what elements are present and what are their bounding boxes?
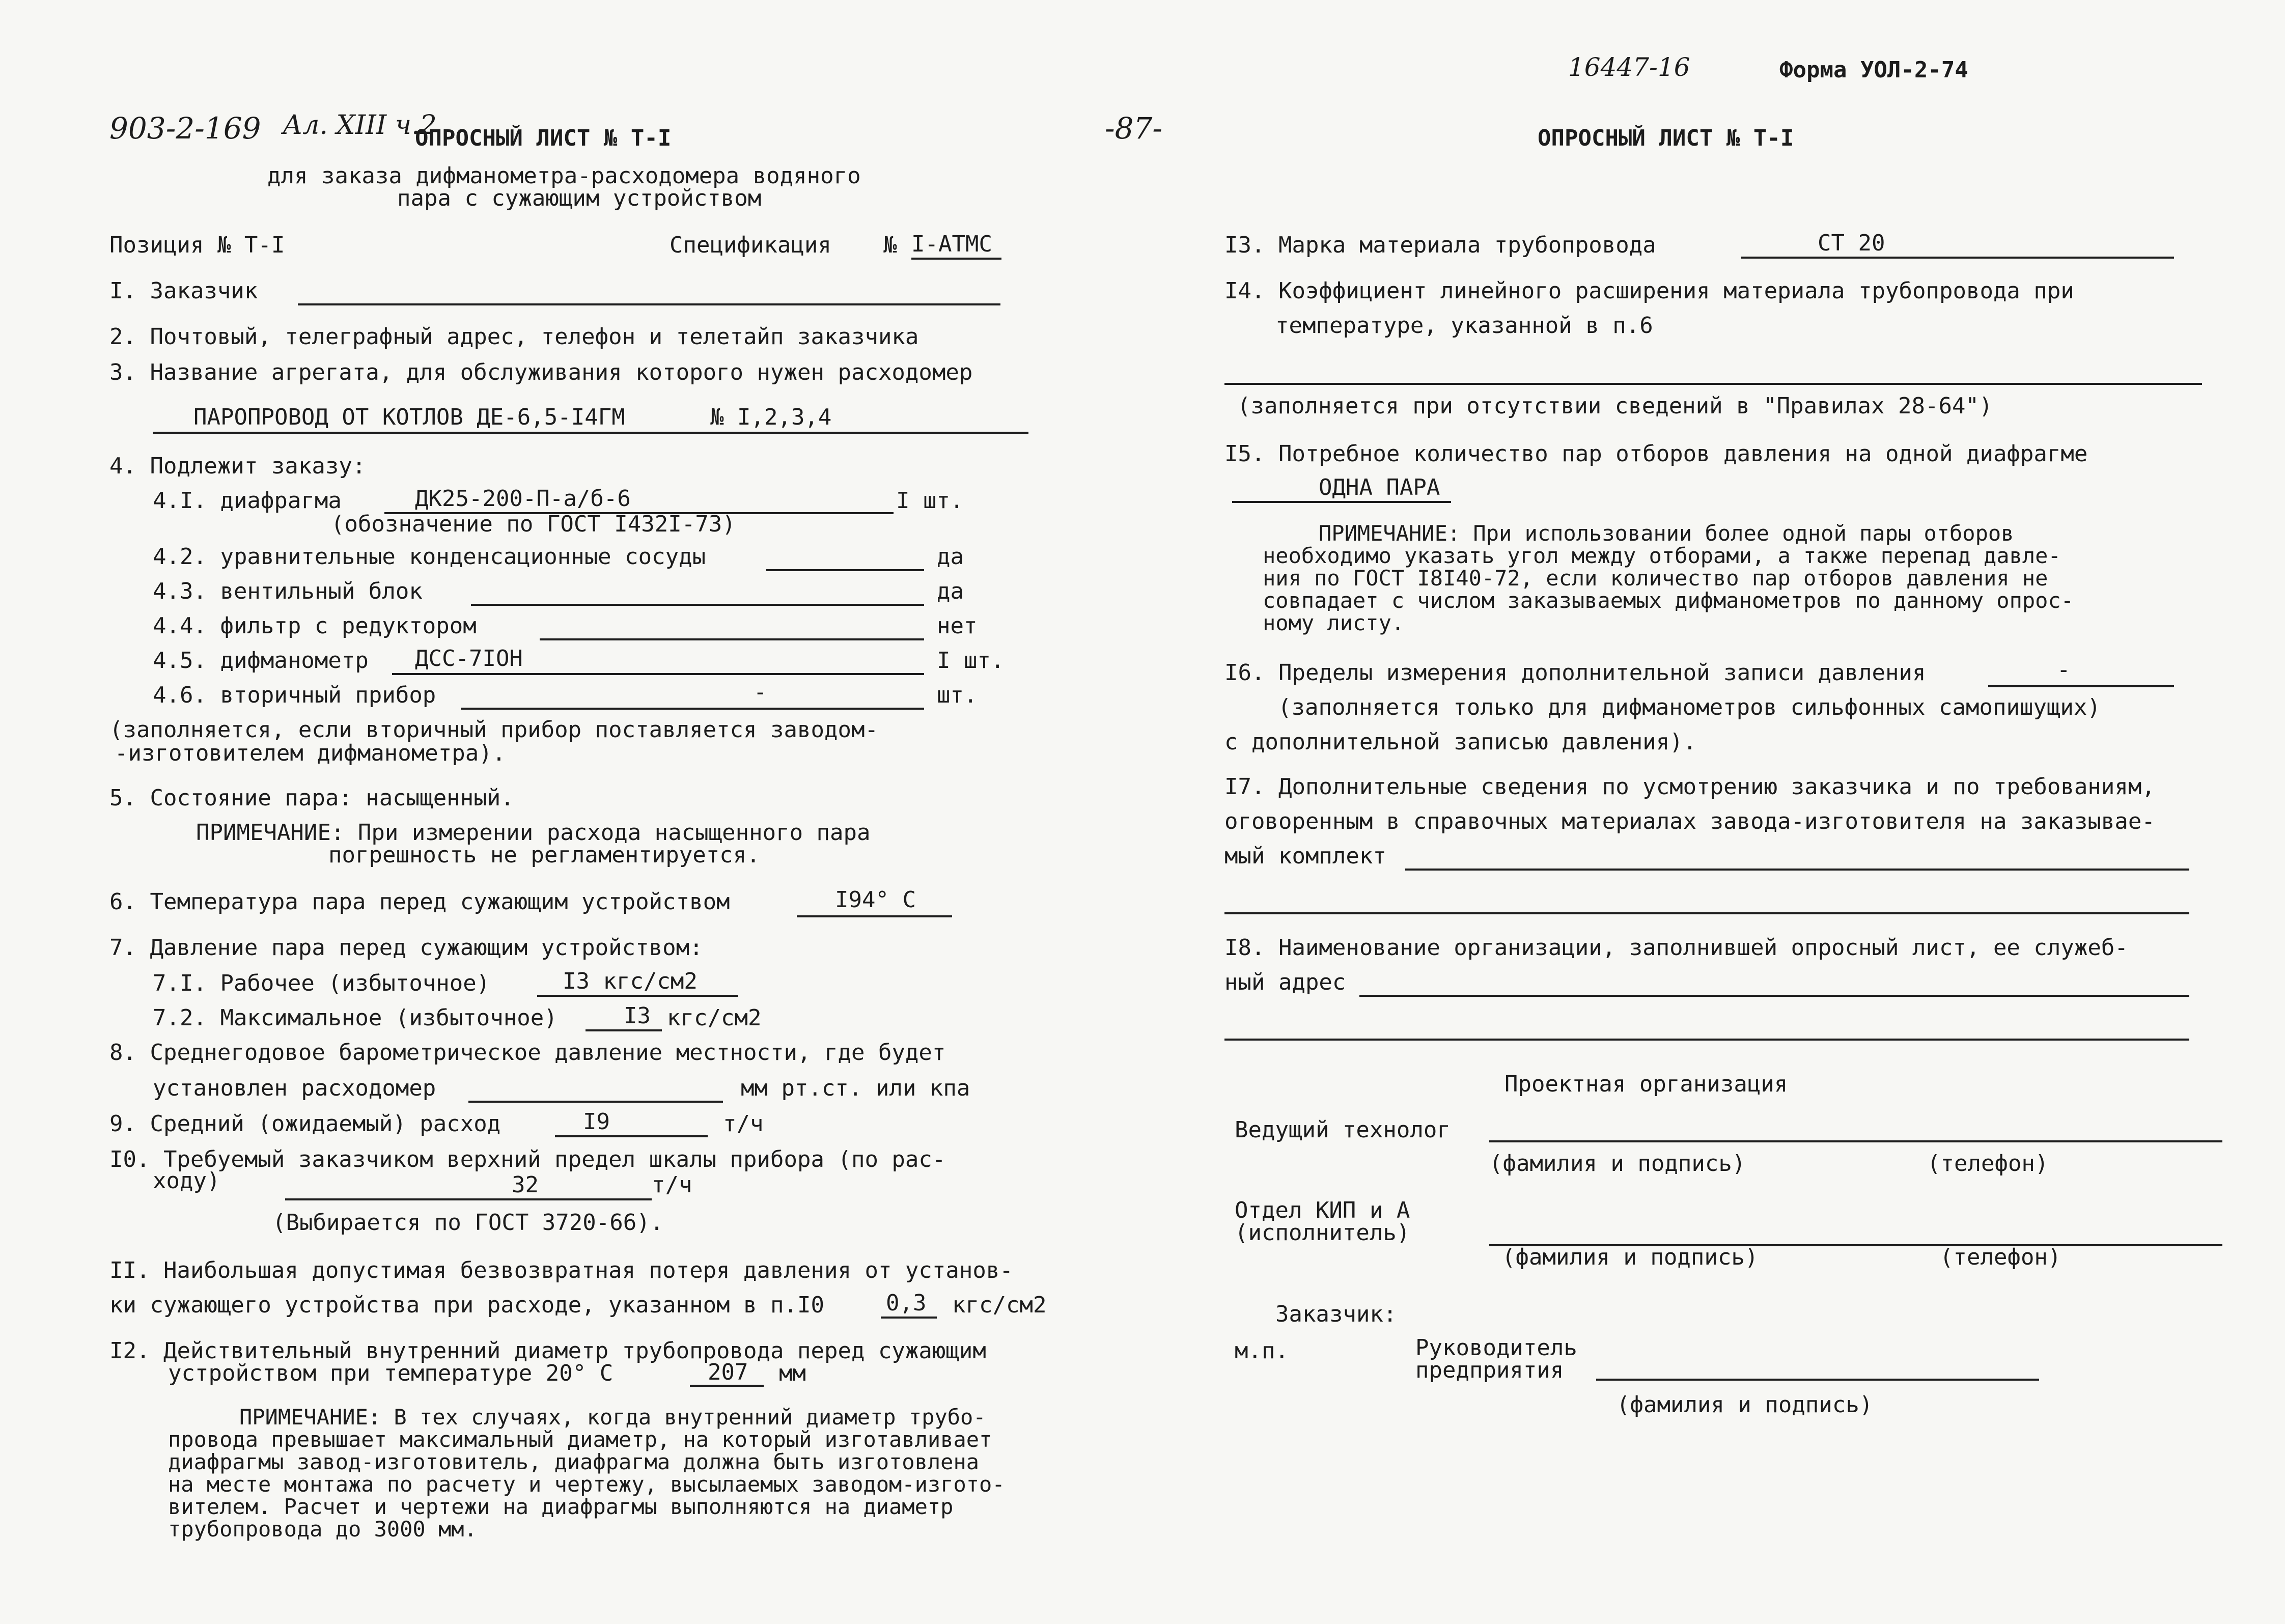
item-9-value: I9: [583, 1109, 610, 1135]
item-12-note-3: диафрагмы завод-изготовитель, диафрагма должна быть изготовлена: [168, 1449, 980, 1474]
item-8-2: установлен расходомер: [153, 1075, 436, 1101]
item-17-2: оговоренным в справочных материалах завода-изготовителя на заказывае-: [1224, 808, 2155, 834]
item-4-5: 4.5. дифманометр: [153, 648, 369, 674]
item-7-2-line: [586, 1029, 662, 1031]
specification-label: Спецификация: [670, 232, 831, 258]
left-subtitle-1: для заказа дифманометра-расходомера водяного: [267, 163, 861, 189]
item-4-2-value: да: [937, 544, 964, 570]
item-7-1: 7.I. Рабочее (избыточное): [153, 970, 490, 996]
item-15-note-1: ПРИМЕЧАНИЕ: При использовании более одной пары отборов: [1319, 521, 2014, 546]
item-4-4: 4.4. фильтр с редуктором: [153, 613, 477, 639]
kip-executor-label: (исполнитель): [1235, 1220, 1410, 1246]
item-7-2-unit: кгс/см2: [667, 1005, 762, 1031]
item-12-note-6: трубопровода до 3000 мм.: [168, 1517, 477, 1542]
item-10-line: [285, 1198, 652, 1200]
item-12-note-2: провода превышает максимальный диаметр, на который изготавливает: [168, 1427, 992, 1452]
kip-phone-caption: (телефон): [1940, 1244, 2061, 1270]
item-4-1: 4.I. диафрагма: [153, 488, 342, 514]
item-15-value: ОДНА ПАРА: [1319, 474, 1440, 500]
item-6-value: I94° С: [835, 887, 916, 913]
item-4-6-qty: шт.: [937, 682, 978, 708]
item-14-line: [1224, 383, 2202, 385]
item-3-value: ПАРОПРОВОД ОТ КОТЛОВ ДЕ-6,5-I4ГМ: [193, 404, 625, 430]
item-17-1: I7. Дополнительные сведения по усмотрению заказчика и по требованиям,: [1224, 774, 2155, 800]
item-12-unit: мм: [779, 1360, 806, 1386]
item-4-6-line: [461, 708, 924, 710]
head-sig-caption: (фамилия и подпись): [1617, 1392, 1873, 1418]
item-4-1-note: (обозначение по ГОСТ I432I-73): [331, 511, 736, 537]
item-18-2: ный адрес: [1224, 969, 1346, 995]
kip-dept-label: Отдел КИП и А: [1235, 1197, 1410, 1223]
item-10-value: 32: [512, 1172, 539, 1198]
item-9: 9. Средний (ожидаемый) расход: [109, 1111, 501, 1137]
form-code: Форма УОЛ-2-74: [1779, 57, 1968, 83]
kip-sig-caption: (фамилия и подпись): [1502, 1244, 1759, 1270]
item-13-value: СТ 20: [1818, 230, 1885, 256]
page-number-handwritten: -87-: [1105, 111, 1162, 146]
item-11-value: 0,3: [886, 1290, 927, 1316]
item-16-note-2: с дополнительной записью давления).: [1224, 729, 1697, 755]
item-14-2: температуре, указанной в п.6: [1275, 313, 1653, 339]
item-3-value-2: № I,2,3,4: [710, 404, 832, 430]
lead-tech-sig-caption: (фамилия и подпись): [1489, 1151, 1746, 1177]
item-9-unit: т/ч: [723, 1111, 764, 1137]
item-4-3-value: да: [937, 578, 964, 604]
item-10-note: (Выбирается по ГОСТ 3720-66).: [272, 1210, 664, 1236]
item-4-5-line: [392, 673, 924, 675]
lead-technologist-label: Ведущий технолог: [1235, 1117, 1451, 1143]
head-label-2: предприятия: [1415, 1357, 1564, 1383]
specification-value: I-АТМС: [911, 232, 1001, 260]
stamp-place-label: м.п.: [1235, 1338, 1289, 1364]
item-11-unit: кгс/см2: [952, 1292, 1047, 1318]
item-1-customer: I. Заказчик: [109, 278, 258, 304]
item-15-note-2: необходимо указать угол между отборами, а также перепад давле-: [1263, 543, 2061, 568]
item-6-line: [797, 915, 952, 917]
item-12-2: устройством при температуре 20° С: [168, 1360, 614, 1386]
item-8-line: [468, 1101, 723, 1103]
head-label-1: Руководитель: [1415, 1335, 1577, 1361]
item-12-1: I2. Действительный внутренний диаметр трубопровода перед сужающим: [109, 1338, 986, 1364]
item-12-note-5: вителем. Расчет и чертежи на диафрагмы выполняются на диаметр: [168, 1494, 954, 1519]
item-15-note-3: ния по ГОСТ I8I40-72, если количество пар отборов давления не: [1263, 566, 2048, 591]
item-18-line-2: [1224, 1039, 2189, 1041]
lead-tech-phone-caption: (телефон): [1927, 1151, 2049, 1177]
item-15-note-5: ному листу.: [1263, 610, 1405, 635]
customer-label: Заказчик:: [1275, 1301, 1397, 1327]
item-7: 7. Давление пара перед сужающим устройством:: [109, 935, 703, 961]
item-11-2: ки сужающего устройства при расходе, указанном в п.I0: [109, 1292, 824, 1318]
item-10-unit: т/ч: [652, 1172, 692, 1198]
item-11-1: II. Наибольшая допустимая безвозвратная потеря давления от установ-: [109, 1257, 1013, 1283]
item-16-value: -: [2057, 657, 2071, 683]
item-7-2: 7.2. Максимальное (избыточное): [153, 1005, 558, 1031]
position-label: Позиция № Т-I: [109, 232, 285, 258]
item-17-line-1: [1405, 869, 2189, 871]
item-4-5-value: ДСС-7IОН: [415, 646, 523, 671]
item-7-1-value: I3 кгс/см2: [563, 968, 698, 994]
item-16: I6. Пределы измерения дополнительной записи давления: [1224, 660, 1926, 686]
item-4-3: 4.3. вентильный блок: [153, 578, 423, 604]
item-4-5-qty: I шт.: [937, 648, 1005, 674]
specification-no: №: [883, 232, 897, 258]
design-org-heading: Проектная организация: [1504, 1071, 1788, 1097]
item-11-line: [881, 1317, 937, 1319]
item-4-note-2: -изготовителем дифманометра).: [115, 740, 506, 766]
item-15-note-4: совпадает с числом заказываемых дифманометров по данному опрос-: [1263, 588, 2074, 613]
head-signature-line: [1596, 1379, 2039, 1381]
item-12-note-1: ПРИМЕЧАНИЕ: В тех случаях, когда внутренний диаметр трубо-: [239, 1405, 986, 1430]
item-4-6: 4.6. вторичный прибор: [153, 682, 436, 708]
item-2: 2. Почтовый, телеграфный адрес, телефон и телетайп заказчика: [109, 324, 919, 350]
item-4-3-line: [471, 604, 924, 606]
item-9-line: [555, 1135, 708, 1137]
left-title: ОПРОСНЫЙ ЛИСТ № Т-I: [415, 125, 672, 151]
item-15-line: [1232, 501, 1451, 503]
item-5-note-1: ПРИМЕЧАНИЕ: При измерении расхода насыщенного пара: [196, 820, 871, 846]
item-18-line-1: [1359, 995, 2189, 997]
item-3-line: [153, 432, 1028, 434]
item-17-3: мый комплект: [1224, 843, 1386, 869]
item-12-note-4: на месте монтажа по расчету и чертежу, высылаемых заводом-изгото-: [168, 1472, 1005, 1497]
item-14-note: (заполняется при отсутствии сведений в "Правилах 28-64"): [1237, 393, 1993, 419]
item-7-2-value: I3: [624, 1003, 651, 1029]
doc-code-handwritten: 903-2-169: [109, 111, 261, 146]
item-8-1: 8. Среднегодовое барометрическое давление местности, где будет: [109, 1040, 946, 1066]
item-14-1: I4. Коэффициент линейного расширения материала трубопровода при: [1224, 278, 2074, 304]
item-6: 6. Температура пара перед сужающим устройством: [109, 889, 730, 915]
item-4-6-value: -: [754, 679, 767, 705]
item-10-1: I0. Требуемый заказчиком верхний предел шкалы прибора (по рас-: [109, 1146, 946, 1172]
item-7-1-line: [537, 995, 738, 997]
item-13-line: [1741, 257, 2174, 259]
item-8-unit: мм рт.ст. или кпа: [741, 1075, 970, 1101]
lead-technologist-line: [1489, 1140, 2222, 1142]
registry-number-handwritten: 16447-16: [1568, 52, 1690, 82]
right-title: ОПРОСНЫЙ ЛИСТ № Т-I: [1538, 125, 1794, 151]
item-4-2-line: [766, 569, 924, 571]
item-1-line: [298, 303, 1000, 305]
item-4-1-value: ДК25-200-П-а/б-6: [415, 486, 631, 512]
item-13: I3. Марка материала трубопровода: [1224, 232, 1656, 258]
item-4-4-value: нет: [937, 613, 978, 639]
item-18-1: I8. Наименование организации, заполнившей опросный лист, ее служеб-: [1224, 935, 2128, 961]
item-17-line-2: [1224, 912, 2189, 914]
item-5: 5. Состояние пара: насыщенный.: [109, 785, 514, 811]
item-4-note-1: (заполняется, если вторичный прибор поставляется заводом-: [109, 717, 878, 743]
item-12-line: [690, 1385, 764, 1387]
left-subtitle-2: пара с сужающим устройством: [397, 185, 762, 211]
item-3: 3. Название агрегата, для обслуживания которого нужен расходомер: [109, 359, 973, 385]
item-15: I5. Потребное количество пар отборов давления на одной диафрагме: [1224, 441, 2088, 467]
item-4: 4. Подлежит заказу:: [109, 453, 366, 479]
item-10-2: ходу): [153, 1168, 220, 1194]
item-5-note-2: погрешность не регламентируется.: [328, 842, 760, 868]
album-handwritten: Ал. XIII ч.2: [283, 110, 437, 141]
item-4-2: 4.2. уравнительные конденсационные сосуды: [153, 544, 706, 570]
item-12-value: 207: [708, 1359, 748, 1385]
item-16-line: [1988, 685, 2174, 687]
item-16-note-1: (заполняется только для дифманометров сильфонных самопишущих): [1278, 694, 2101, 720]
item-4-1-qty: I шт.: [896, 488, 964, 514]
item-4-4-line: [540, 638, 924, 640]
